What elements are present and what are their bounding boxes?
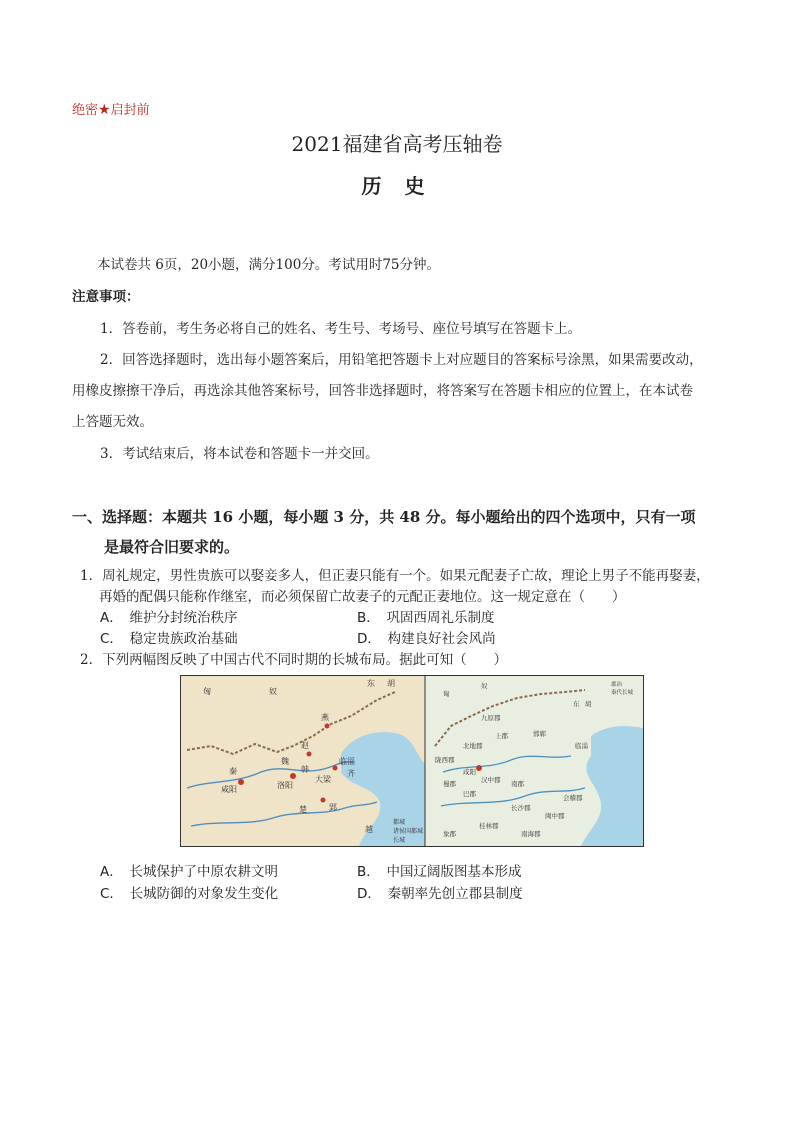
left-label-12: 韩	[301, 765, 309, 774]
note-item-2-line-3: 上答题无效。	[72, 414, 153, 430]
left-label-3: 胡	[387, 679, 395, 688]
left-label-4: 燕	[321, 713, 329, 722]
question-1-option-a: A． 维护分封统治秩序	[100, 610, 238, 626]
left-map-capital-zhao	[307, 752, 312, 757]
exam-title: 2021福建省高考压轴卷	[291, 132, 503, 156]
note-item-1: 1．答卷前，考生务必将自己的姓名、考生号、考场号、座位号填写在答题卡上。	[100, 321, 582, 337]
right-label-9: 临淄	[575, 742, 588, 750]
left-label-15: 郢	[329, 803, 337, 812]
right-label-14: 蜀郡	[443, 780, 456, 788]
left-label-5: 赵	[301, 741, 309, 750]
great-wall-maps-svg	[181, 676, 643, 846]
left-label-7: 咸阳	[221, 785, 237, 794]
confidential-label: 绝密	[72, 103, 99, 118]
confidential-mark	[72, 99, 150, 118]
right-label-19: 南海郡	[521, 830, 541, 838]
left-legend-2: 长城	[393, 837, 406, 844]
notes-heading: 注意事项：	[72, 289, 140, 305]
left-legend-1: 诸侯国都城	[393, 828, 424, 835]
right-label-18: 桂林郡	[479, 822, 499, 830]
left-label-16: 越	[365, 825, 373, 834]
warring-states-map	[181, 676, 425, 846]
right-label-0: 匈	[443, 690, 450, 698]
question-1-line-1: 1．周礼规定，男性贵族可以娶妾多人，但正妻只能有一个。如果元配妻子亡故，理论上男子不能再娶妻，	[80, 568, 710, 584]
right-label-20: 象郡	[443, 830, 456, 838]
section-heading-line-2: 是最符合旧要求的。	[104, 538, 240, 556]
question-2-option-a: A． 长城保护了中原农耕文明	[100, 864, 278, 880]
right-legend-0: 郡治	[611, 682, 623, 688]
question-1-option-c: C． 稳定贵族政治基础	[100, 631, 238, 647]
question-1-line-2: 再婚的配偶只能称作继室，而必须保留亡故妻子的元配正妻地位。这一规定意在（ ）	[99, 589, 626, 605]
left-label-13: 楚	[299, 805, 307, 814]
right-label-16: 会稽郡	[563, 794, 583, 802]
left-label-0: 匈	[203, 687, 211, 696]
left-legend-0: 都城	[393, 819, 406, 826]
right-label-4: 九原郡	[481, 714, 501, 722]
star-icon: ★	[98, 102, 111, 118]
left-label-14: 大梁	[315, 775, 331, 784]
left-label-10: 魏	[281, 757, 289, 766]
question-1-option-b: B． 巩固西周礼乐制度	[357, 610, 495, 626]
right-label-5: 陇西郡	[435, 756, 455, 764]
sealed-label: 启封前	[110, 103, 150, 118]
note-item-2-line-1: 2．回答选择题时，选出每小题答案后，用铅笔把答题卡上对应题目的答案标号涂黑，如果需要改动，	[100, 352, 703, 368]
left-label-11: 齐	[347, 769, 355, 778]
question-2-stem: 2．下列两幅图反映了中国古代不同时期的长城布局。据此可知（ ）	[80, 652, 508, 668]
right-label-12: 南郡	[511, 780, 524, 788]
right-label-17: 闽中郡	[545, 812, 565, 820]
right-label-1: 奴	[481, 682, 488, 690]
left-label-1: 奴	[269, 687, 277, 696]
left-map-capital-linzi	[333, 766, 338, 771]
left-label-8: 洛阳	[277, 781, 293, 790]
left-map-capital-luoyang	[290, 773, 296, 779]
left-label-2: 东	[367, 679, 375, 688]
right-label-11: 咸阳	[463, 768, 476, 776]
note-item-2-line-2: 用橡皮擦擦干净后，再选涂其他答案标号，回答非选择题时，将答案写在答题卡相应的位置上，在本试卷	[72, 383, 693, 399]
right-label-7: 上郡	[495, 732, 508, 740]
question-2-option-b: B． 中国辽阔版图基本形成	[357, 864, 522, 880]
note-item-3: 3．考试结束后，将本试卷和答题卡一并交回。	[100, 446, 379, 462]
left-label-6: 秦	[229, 767, 237, 776]
subject-title: 历 史	[361, 174, 433, 198]
right-label-6: 北地郡	[463, 742, 483, 750]
right-legend-1: 秦代长城	[611, 690, 634, 696]
great-wall-maps-figure	[180, 675, 644, 847]
qin-dynasty-map	[426, 676, 643, 846]
right-label-8: 邯郸	[533, 730, 546, 738]
section-heading-line-1: 一、选择题：本题共 16 小题，每小题 3 分，共 48 分。每小题给出的四个选项中，只有一项	[72, 508, 696, 526]
right-label-15: 长沙郡	[511, 804, 531, 812]
question-2-option-d: D． 秦朝率先创立郡县制度	[357, 886, 523, 902]
right-label-13: 巴郡	[463, 790, 476, 798]
right-label-2: 东	[573, 700, 580, 708]
right-label-10: 汉中郡	[481, 776, 501, 784]
left-map-capital-ying	[321, 798, 326, 803]
question-1-option-d: D． 构建良好社会风尚	[357, 631, 496, 647]
exam-intro: 本试卷共 6页，20小题，满分100分。考试用时75分钟。	[97, 257, 441, 273]
right-label-3: 胡	[585, 700, 592, 708]
left-map-capital-yan	[325, 724, 330, 729]
question-2-option-c: C． 长城防御的对象发生变化	[100, 886, 279, 902]
left-label-9: 临淄	[339, 757, 355, 766]
